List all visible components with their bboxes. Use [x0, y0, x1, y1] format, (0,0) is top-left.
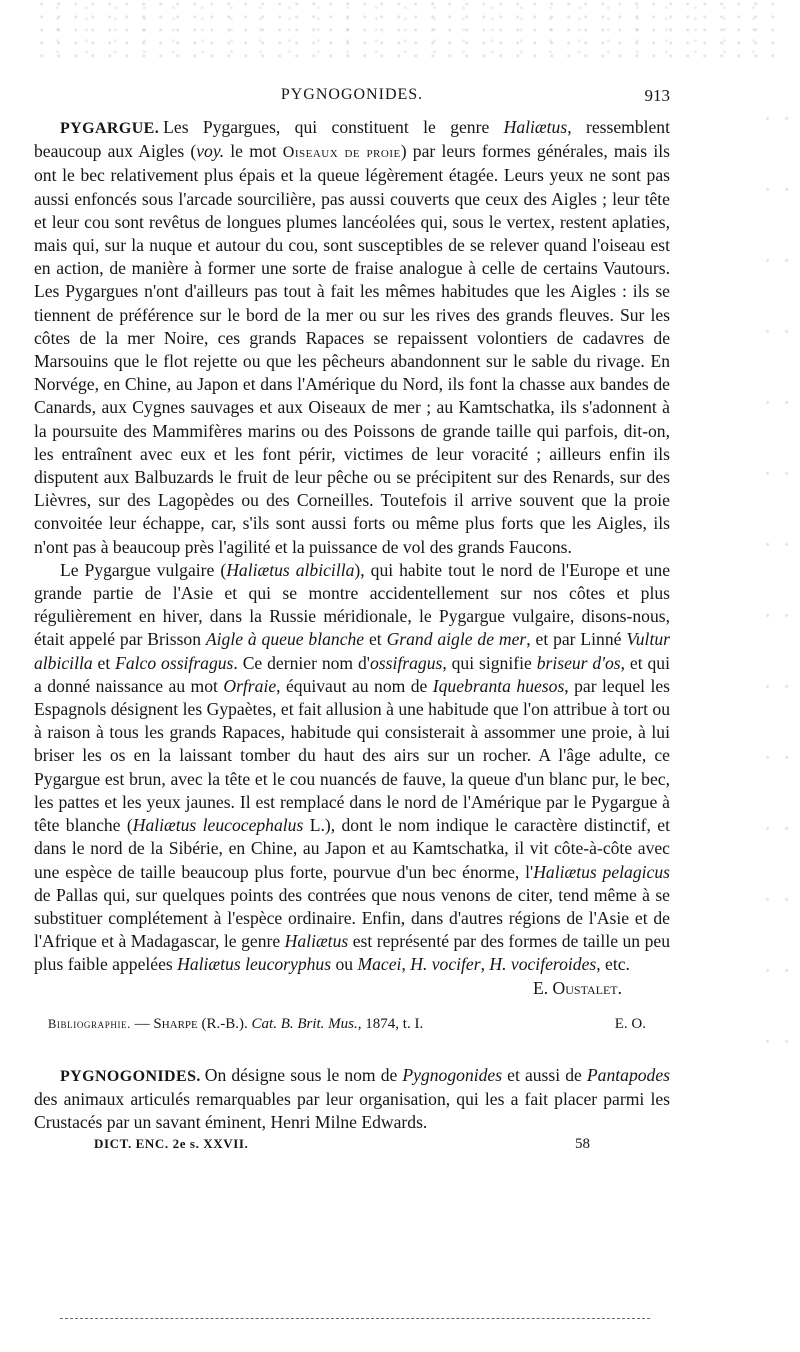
bibliography-label: Bibliographie.: [48, 1016, 131, 1031]
page-number: 913: [644, 86, 670, 105]
bibliography-entry: [48, 1014, 423, 1034]
italic-run: ossifragus: [369, 652, 443, 673]
text-run: , par lequel les Espagnols désignent les Gypaètes, et fait allusion à une habitude que l'on attribue à tort ou à raison à tous les grands Rapaces, habitude qui consisterait à assommer une proie, à lui briser les os en la laissant tomber du haut des airs sur un rocher. A l'âge adulte, ce Pygargue est brun, avec la tête et le cou nuancés de fauve, la queue d'un blanc pur, le bec, les pattes et les yeux jaunes. Il est remplacé dans le nord de l'Amérique par le Pygargue à tête blanche (: [34, 675, 670, 836]
italic-run: Vultur albicilla: [34, 629, 670, 673]
text-run: et aussi de: [502, 1064, 587, 1085]
text-run: ,: [480, 954, 490, 975]
text-run: , et par Linné: [526, 629, 627, 650]
bibliography-work: Cat. B. Brit. Mus.: [251, 1015, 358, 1032]
italic-run: Haliætus: [284, 931, 349, 952]
text-run: le mot: [224, 141, 283, 162]
bibliography-author: Sharpe: [153, 1015, 198, 1032]
italic-run: Aigle à queue blanche: [205, 629, 365, 650]
bibliography: [34, 1014, 670, 1034]
page-header: [34, 86, 670, 110]
page-footer: [34, 1136, 670, 1153]
article-pygargue-para-2: [34, 559, 670, 977]
italic-run: Grand aigle de mer: [386, 629, 527, 650]
text-run: , et qui a donné naissance au mot: [34, 652, 670, 696]
text-run: (R.-B.).: [197, 1015, 252, 1032]
section-gap: [34, 1034, 670, 1064]
text-run: et: [92, 652, 116, 673]
italic-run: Falco ossifragus: [115, 652, 234, 673]
italic-run: H. vociferoides: [489, 954, 597, 975]
italic-run: Haliætus albicilla: [226, 559, 355, 580]
text-run: et: [364, 629, 387, 650]
italic-run: Orfraie: [223, 675, 277, 696]
italic-run: Macei: [357, 954, 402, 975]
cross-reference: Oiseaux de proie: [282, 144, 401, 162]
italic-run: Haliætus: [503, 117, 568, 137]
text-run: L.), dont le nom indique le caractère distinctif, et dans le nord de la Sibérie, en Chine, au Japon et au Kamtschatka, il vit côte-à-côte avec une espèce de taille beaucoup plus forte, pourvue d'un bec énorme, l': [34, 815, 670, 882]
text-run: , etc.: [596, 954, 630, 975]
page: [34, 86, 670, 1153]
italic-run: briseur d'os: [536, 652, 621, 673]
text-run: des animaux articulés remarquables par leur organisation, qui les a fait placer parmi les Crustacés par un savant éminent, Henri Milne Edwards.: [34, 1088, 670, 1133]
italic-run: Iquebranta huesos: [432, 675, 565, 696]
author-signature-line: [34, 977, 670, 1000]
text-run: On désigne sous le nom de: [204, 1064, 403, 1085]
article-pygnogonides-para-1: [34, 1064, 670, 1135]
italic-run: Haliætus leucoryphus: [177, 954, 332, 975]
italic-run: Haliætus leucocephalus: [132, 815, 304, 836]
text-run: , qui signifie: [442, 652, 537, 673]
article-term-pygnogonides: PYGNOGONIDES.: [60, 1067, 201, 1085]
text-run: , 1874, t. I.: [357, 1015, 424, 1032]
text-run: ), qui habite tout le nord de l'Europe et une grande partie de l'Asie et qui se montre accidentellement sur nos côtes et plus régulièrement en hiver, dans la Russie méridionale, le Pygargue vulgaire, disons-nous, était appelé par Brisson: [34, 559, 670, 650]
running-title: PYGNOGONIDES.: [280, 86, 424, 103]
scan-noise-bottom: [60, 1318, 650, 1320]
italic-run: Pygnogonides: [402, 1064, 503, 1085]
text-run: Les Pygargues, qui constituent le genre: [163, 117, 504, 137]
text-run: de Pallas qui, sur quelques points des contrées que nous venons de citer, tend même à se substituer complétement à l'espèce ordinaire. Enfin, dans d'autres régions de l'Asie et de l'Afrique et à Madagascar, le genre: [34, 884, 670, 952]
article-term-pygargue: PYGARGUE.: [60, 120, 160, 137]
italic-run: H. vocifer: [410, 954, 481, 975]
text-run: , ressemblent beaucoup aux Aigles (: [34, 117, 670, 162]
article-pygargue-para-1: [34, 116, 670, 559]
bibliography-signature: E. O.: [614, 1015, 646, 1032]
text-run: Le Pygargue vulgaire (: [60, 559, 227, 580]
scan-noise-right: [760, 90, 800, 1090]
text-run: est représenté par des formes de taille un peu plus faible appelées: [34, 931, 670, 975]
scan-noise-top: [40, 0, 780, 60]
text-run: ,: [401, 954, 411, 975]
author-signature: E. Oustalet.: [532, 977, 622, 998]
text-run: , équivaut au nom de: [276, 675, 433, 696]
italic-run: Pantapodes: [586, 1064, 670, 1085]
italic-run: Haliætus pelagicus: [533, 861, 670, 882]
text-run: —: [130, 1015, 154, 1032]
text-run: . Ce dernier nom d': [233, 652, 370, 673]
sheet-number: 58: [575, 1136, 590, 1153]
text-run: ou: [331, 954, 358, 975]
italic-run: voy.: [196, 141, 225, 162]
sheet-signature: DICT. ENC. 2e s. XXVII.: [94, 1136, 249, 1152]
text-run: ) par leurs formes générales, mais ils ont le bec relativement plus épais et la queue légèrement étagée. Leurs yeux ne sont pas aussi enfoncés sous l'arcade sourcilière, pas aussi couverts que ceux des Aigles ; leur tête et leur cou sont revêtus de longues plumes lancéolées qui, sous le vertex, restent aplaties, mais qui, sur la nuque et autour du cou, sont susceptibles de se relever quand l'oiseau est en action, de manière à former une sorte de fraise analogue à celle de certains Vautours. Les Pygargues n'ont d'ailleurs pas tout à fait les mêmes habitudes que les Aigles : ils se tiennent de préférence sur le bord de la mer ou sur les rives des grands fleuves. Sur les côtes de la mer Noire, ces grands Rapaces se repaissent volontiers de cadavres de Marsouins que le flot rejette ou que les pêcheurs abandonnent sur le sable du rivage. En Norvége, en Chine, au Japon et dans l'Amérique du Nord, ils font la chasse aux bandes de Canards, aux Cygnes sauvages et aux Oiseaux de mer ; au Kamtschatka, ils s'adonnent à la poursuite des Mammifères marins ou des Poissons de grande taille qui parfois, dit-on, les entraînent avec eux et les font périr, victimes de leur voracité ; ailleurs enfin ils disputent aux Balbuzards le fruit de leur pêche ou se précipitent sur des Renards, sur des Lièvres, sur des Lagopèdes ou des Corneilles. Toutefois il arrive souvent que la proie convoitée leur échappe, car, s'ils sont aussi forts ou même plus forts que les Aigles, ils n'ont pas à beaucoup près l'agilité et la puissance de vol des grands Faucons.: [34, 141, 670, 557]
